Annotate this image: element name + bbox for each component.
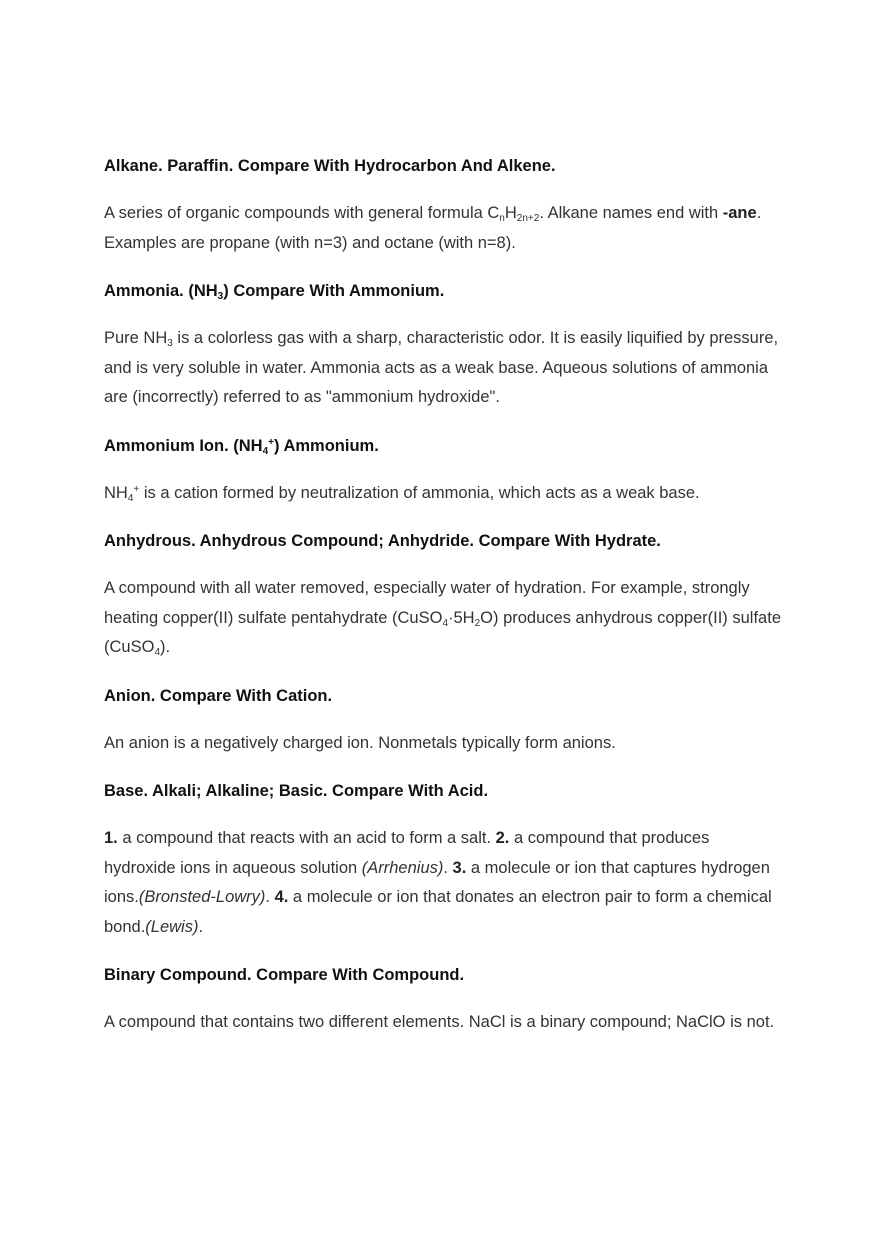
term-binary-compound: Binary Compound. Compare With Compound.	[104, 966, 465, 984]
term-anion: Anion. Compare With Cation.	[104, 686, 333, 705]
term-alkane: Alkane. Paraffin. Compare With Hydrocarbon And Alkene.	[104, 157, 556, 175]
definition-anion: An anion is a negatively charged ion. Nonmetals typically form anions.	[104, 733, 616, 752]
term-ammonia: Ammonia. $(NH_3)$ Compare With Ammonium.	[104, 282, 445, 302]
definition-ammonia: Pure $NH_3$ is a colorless gas with a sharp, characteristic odor. It is easily liquified by pressure, and is very soluble in water. Ammonia acts as a weak base. Aqueous solutions of ammonia are (incorrectly) referred to as "ammonium hydroxide".	[104, 329, 779, 406]
definition-ammonium-ion: $NH_4^+$ is a cation formed by neutralization of ammonia, which acts as a weak base.	[104, 483, 700, 504]
definition-anhydrous: A compound with all water removed, especially water of hydration. For example, strongly heating copper(II) sulfate pentahydrate $(CuSO_4\cdot 5H_2O)$ produces anhydrous copper(II) sulfate (CuSO$_4$).	[104, 579, 781, 658]
definition-binary-compound: A compound that contains two different elements. NaCl is a binary compound; NaClO is not.	[104, 1013, 775, 1031]
term-ammonium-ion: Ammonium Ion. $(NH_4^+)$ Ammonium.	[104, 436, 379, 457]
term-anhydrous: Anhydrous. Anhydrous Compound; Anhydride. Compare With Hydrate.	[104, 532, 661, 550]
definition-base: 1. a compound that reacts with an acid to form a salt. 2. a compound that produces hydroxide ions in aqueous solution (Arrhenius). 3. a molecule or ion that captures hydrogen ions.(Bronsted-Lowry). 4. a molecule or ion that donates an electron pair to form a chemical bond.(Lewis).	[104, 829, 772, 936]
term-base: Base. Alkali; Alkaline; Basic. Compare With Acid.	[104, 782, 489, 800]
glossary-content	[104, 152, 784, 1057]
definition-alkane: A series of organic compounds with general formula $C_nH_{2n+2}$. Alkane names end with -ane. Examples are propane (with n=3) and octane (with n=8).	[104, 204, 762, 252]
